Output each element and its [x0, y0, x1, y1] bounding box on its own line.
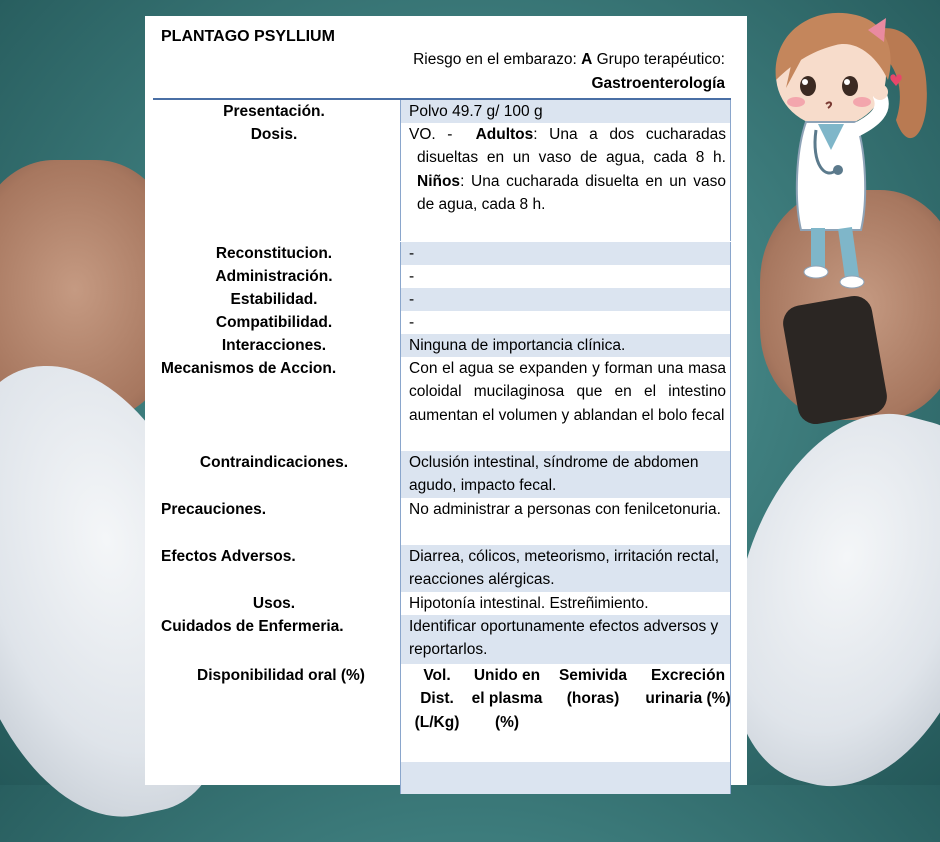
value-compatibilidad: -: [400, 311, 731, 334]
label-cuidados: Cuidados de Enfermeria.: [161, 618, 344, 635]
row-compatibilidad: [145, 311, 415, 334]
row-contraindicaciones: [145, 451, 699, 498]
value-efectos: Diarrea, cólicos, meteorismo, irritación rectal, reacciones alérgicas.: [400, 545, 731, 592]
dosis-children-label: Niños: [417, 172, 461, 190]
label-efectos: Efectos Adversos.: [161, 548, 296, 565]
pk-headers: [407, 664, 731, 734]
value-mecanismos: Con el agua se expanden y forman una masa coloidal mucilaginosa que en el intestino aumentan el volumen y ablandan el bolo fecal: [400, 357, 731, 451]
cuidados-text: Identificar oportunamente efectos adversos y reportarlos.: [409, 618, 719, 659]
row-presentacion: [145, 100, 543, 123]
group-label: Grupo terapéutico:: [596, 51, 725, 68]
dosis-adults-label: Adultos: [475, 126, 534, 143]
row-interacciones: [145, 334, 626, 357]
label-compatibilidad: Compatibilidad.: [215, 314, 333, 331]
pk-values-label: [145, 762, 387, 794]
pregnancy-and-group: [413, 51, 725, 69]
label-presentacion: Presentación.: [223, 103, 325, 120]
label-estabilidad: Estabilidad.: [230, 291, 318, 308]
pk-header-vol-dist: Vol. Dist. (L/Kg): [414, 667, 460, 731]
value-cuidados: [400, 615, 731, 664]
row-administracion: [145, 265, 415, 288]
pregnancy-label: Riesgo en el embarazo:: [413, 51, 577, 68]
drug-card: [145, 16, 747, 785]
label-contraindicaciones: Contraindicaciones.: [199, 454, 349, 471]
label-dosis: Dosis.: [250, 126, 298, 143]
row-dosis: [145, 123, 727, 241]
dosis-route: VO. -: [409, 126, 453, 143]
label-mecanismos: Mecanismos de Accion.: [161, 360, 337, 377]
value-usos: Hipotonía intestinal. Estreñimiento.: [400, 592, 731, 615]
pk-header-semivida: Semivida (horas): [558, 667, 628, 708]
value-interacciones: Ninguna de importancia clínica.: [400, 334, 731, 357]
value-administracion: -: [400, 265, 731, 288]
value-precauciones: No administrar a personas con fenilcetonuria.: [400, 498, 731, 545]
row-disponibilidad: [145, 664, 731, 762]
row-efectos: [145, 545, 720, 592]
label-reconstitucion: Reconstitucion.: [215, 245, 333, 262]
value-estabilidad: -: [400, 288, 731, 311]
row-cuidados: [145, 615, 719, 664]
drug-name: PLANTAGO PSYLLIUM: [161, 28, 335, 45]
row-usos: [145, 592, 649, 615]
value-presentacion: Polvo 49.7 g/ 100 g: [400, 100, 731, 123]
label-usos: Usos.: [252, 595, 296, 612]
label-administracion: Administración.: [215, 268, 333, 285]
row-mecanismos: [145, 357, 726, 451]
row-precauciones: [145, 498, 721, 545]
pregnancy-value: A: [581, 51, 593, 68]
therapeutic-group: Gastroenterología: [591, 75, 725, 92]
value-contraindicaciones: Oclusión intestinal, síndrome de abdomen agudo, impacto fecal.: [400, 451, 731, 498]
value-disponibilidad: [400, 664, 731, 762]
value-reconstitucion: -: [400, 242, 731, 265]
pk-values-cells: [400, 762, 731, 794]
value-dosis: [400, 123, 731, 241]
pk-header-unido-plasma: Unido en el plasma (%): [471, 667, 543, 731]
dosis-adults-text: : Una a dos cucharadas disueltas en un vaso de agua, cada 8 h.: [417, 126, 727, 167]
label-interacciones: Interacciones.: [221, 337, 327, 354]
label-precauciones: Precauciones.: [161, 501, 267, 518]
row-pk-values: [145, 762, 387, 794]
pk-header-excrecion: Excreción urinaria (%): [645, 667, 731, 708]
dosis-children-text: : Una cucharada disuelta en un vaso de agua, cada 8 h.: [417, 172, 726, 214]
chibi-doctor-girl-icon: [756, 0, 940, 300]
label-disponibilidad: Disponibilidad oral (%): [197, 667, 365, 684]
row-reconstitucion: [145, 242, 415, 265]
row-estabilidad: [145, 288, 415, 311]
